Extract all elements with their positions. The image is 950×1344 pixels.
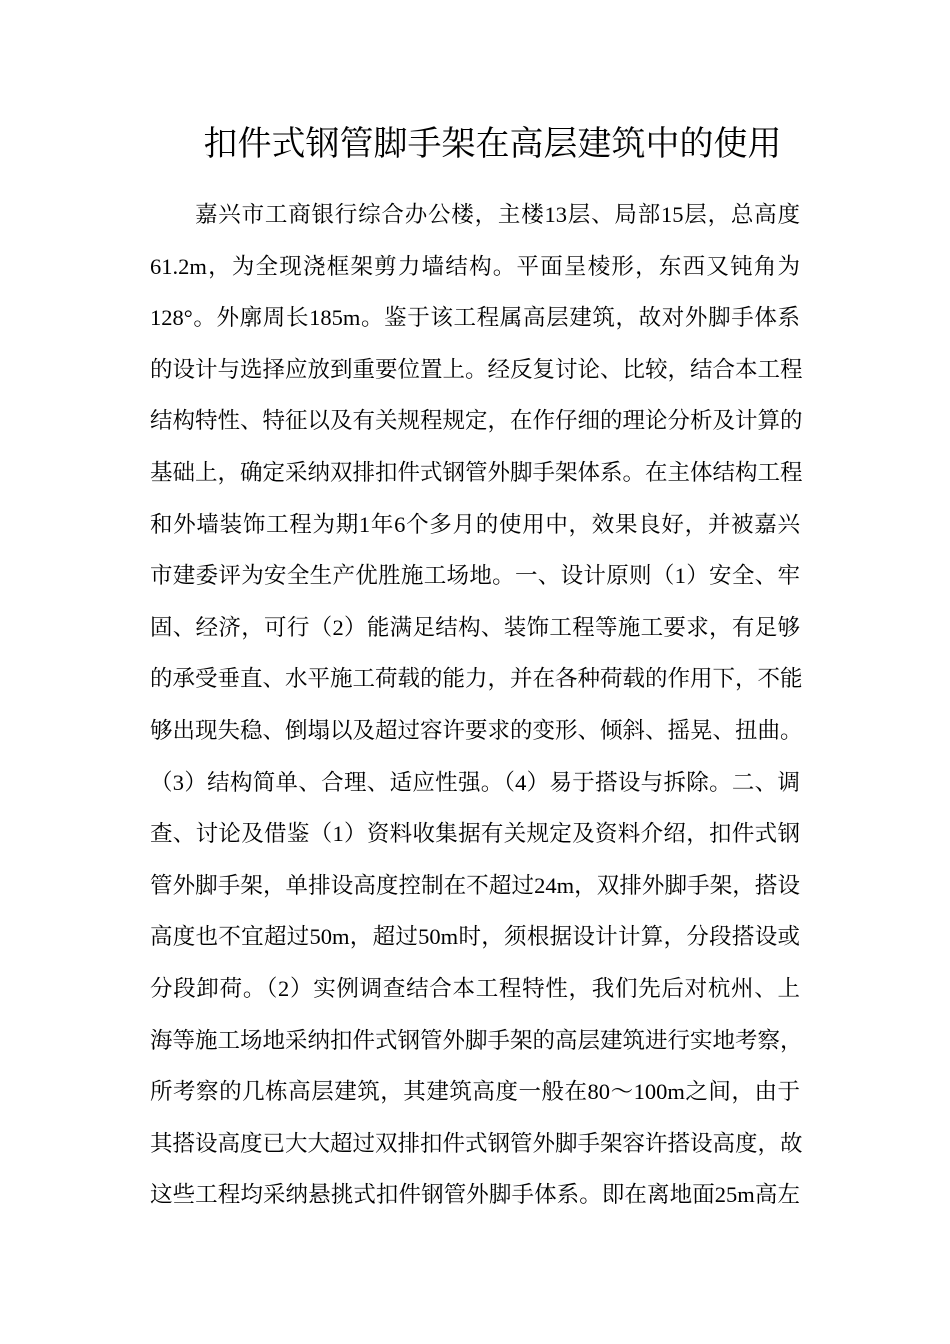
body-paragraph: [150, 198, 803, 1230]
text-line: 管外脚手架，单排设高度控制在不超过24m，双排外脚手架，搭设: [150, 872, 800, 898]
text-line: 市建委评为安全生产优胜施工场地。一、设计原则（1）安全、牢: [150, 563, 800, 589]
text-line: 所考察的几栋高层建筑，其建筑高度一般在80～100m之间，由于: [150, 1079, 800, 1105]
text-line: 这些工程均采纳悬挑式扣件钢管外脚手体系。即在离地面25m高左: [150, 1182, 800, 1208]
text-line: 61.2m，为全现浇框架剪力墙结构。平面呈棱形，东西又钝角为: [150, 253, 800, 279]
text-line: 够出现失稳、倒塌以及超过容许要求的变形、倾斜、摇晃、扭曲。: [150, 717, 803, 743]
text-line: 固、经济，可行（2）能满足结构、装饰工程等施工要求，有足够: [150, 614, 800, 640]
text-line: 和外墙装饰工程为期1年6个多月的使用中，效果良好，并被嘉兴: [150, 511, 800, 537]
text-line: 查、讨论及借鉴（1）资料收集据有关规定及资料介绍，扣件式钢: [150, 821, 800, 847]
text-line: 海等施工场地采纳扣件式钢管外脚手架的高层建筑进行实地考察，: [150, 1027, 803, 1053]
text-line: 的承受垂直、水平施工荷载的能力，并在各种荷载的作用下，不能: [150, 666, 803, 692]
text-line: （3）结构简单、合理、适应性强。（4）易于搭设与拆除。二、调: [150, 769, 800, 795]
document-title: 扣件式钢管脚手架在高层建筑中的使用: [203, 124, 782, 164]
text-line: 嘉兴市工商银行综合办公楼，主楼13层、局部15层，总高度: [195, 202, 800, 227]
text-line: 高度也不宜超过50m，超过50m时，须根据设计计算，分段搭设或: [150, 924, 800, 950]
text-line: 分段卸荷。（2）实例调查结合本工程特性，我们先后对杭州、上: [150, 975, 800, 1001]
text-line: 的设计与选择应放到重要位置上。经反复讨论、比较，结合本工程: [150, 356, 803, 382]
text-line: 128°。外廓周长185m。鉴于该工程属高层建筑，故对外脚手体系: [150, 305, 800, 331]
text-line: 基础上，确定采纳双排扣件式钢管外脚手架体系。在主体结构工程: [150, 459, 803, 485]
text-line: 结构特性、特征以及有关规程规定，在作仔细的理论分析及计算的: [150, 408, 803, 434]
text-line: 其搭设高度已大大超过双排扣件式钢管外脚手架容许搭设高度，故: [150, 1130, 803, 1156]
